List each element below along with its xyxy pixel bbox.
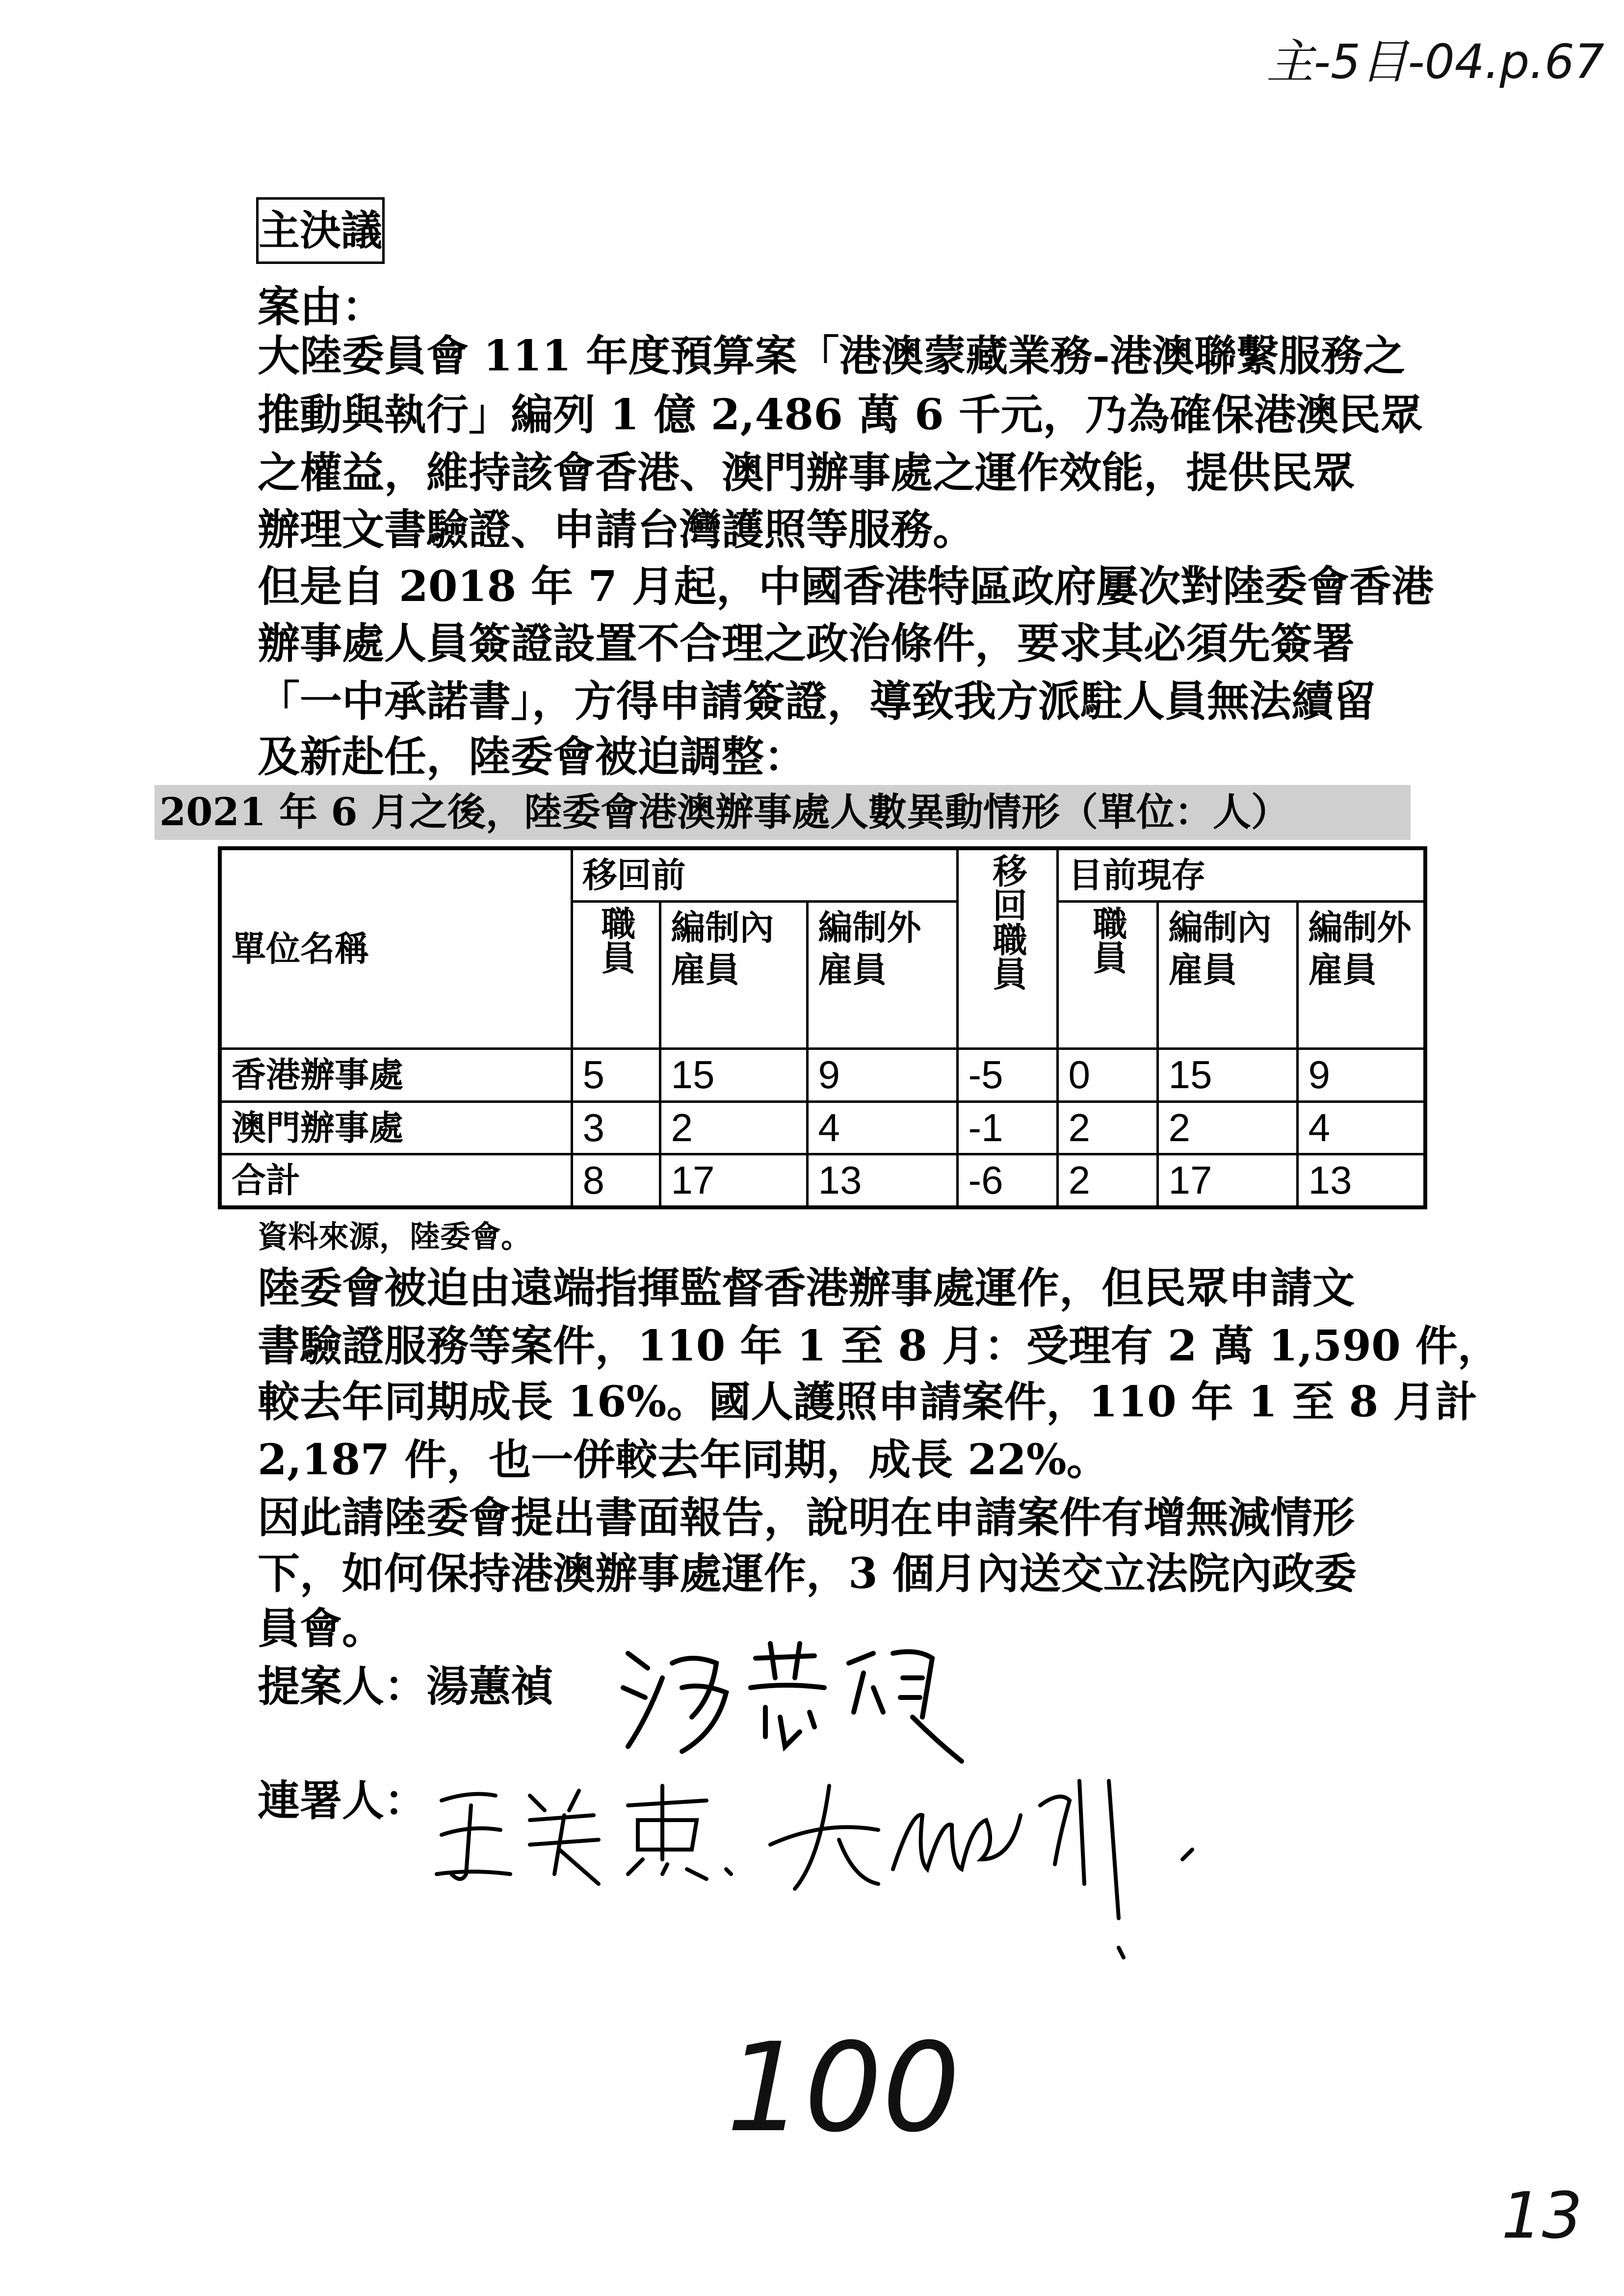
row-name: 香港辦事處	[220, 1049, 572, 1102]
text-line: 因此請陸委會提出書面報告，說明在申請案件有增無減情形	[258, 1493, 1355, 1542]
cell: -1	[957, 1102, 1057, 1154]
signature-proposer	[618, 1634, 981, 1771]
text-line: 陸委會被迫由遠端指揮監督香港辦事處運作，但民眾申請文	[258, 1263, 1355, 1313]
header-in-quota: 編制內雇員	[660, 902, 807, 1049]
header-staff: 職員	[572, 902, 660, 1049]
signature-cosigner-1	[432, 1776, 746, 1894]
text-line: 推動與執行」編列 1 億 2,486 萬 6 千元，乃為確保港澳民眾	[258, 390, 1423, 440]
header-moved: 移回職員	[957, 848, 1057, 1049]
text-line: 較去年同期成長 16%。國人護照申請案件，110 年 1 至 8 月計	[258, 1377, 1478, 1427]
text-line: 2,187 件，也一併較去年同期，成長 22%。	[258, 1435, 1109, 1485]
text-line: 大陸委員會 111 年度預算案「港澳蒙藏業務-港澳聯繫服務之	[258, 331, 1406, 381]
header-out-quota: 編制外雇員	[807, 902, 957, 1049]
handwritten-reference: 主-5目-04.p.67	[1266, 34, 1604, 89]
text-line: 辦事處人員簽證設置不合理之政治條件，要求其必須先簽署	[258, 619, 1355, 668]
table-title: 2021 年 6 月之後，陸委會港澳辦事處人數異動情形（單位：人）	[155, 785, 1411, 840]
cell: 4	[807, 1102, 957, 1154]
cell: 9	[807, 1049, 957, 1102]
text-line: 「一中承諾書」，方得申請簽證，導致我方派駐人員無法續留	[258, 677, 1376, 726]
cell: 15	[660, 1049, 807, 1102]
cell: 9	[1297, 1049, 1425, 1102]
text-line: 員會。	[258, 1604, 384, 1653]
cell: 2	[1057, 1154, 1157, 1208]
table-row	[220, 1102, 1425, 1154]
handwritten-number: 100	[726, 2016, 961, 2159]
text-line: 案由：	[258, 282, 384, 332]
resolution-label: 主決議	[256, 197, 385, 264]
header-unit: 單位名稱	[220, 848, 572, 1049]
row-name: 合計	[220, 1154, 572, 1208]
text-line: 書驗證服務等案件，110 年 1 至 8 月：受理有 2 萬 1,590 件，	[258, 1321, 1500, 1371]
text-line: 辦理文書驗證、申請台灣護照等服務。	[258, 505, 975, 554]
proposer-label: 提案人：湯蕙禎	[258, 1662, 553, 1711]
cell: 5	[572, 1049, 660, 1102]
cell: 8	[572, 1154, 660, 1208]
cell: 13	[807, 1154, 957, 1208]
row-name: 澳門辦事處	[220, 1102, 572, 1154]
table-row	[220, 1049, 1425, 1102]
cosigner-label: 連署人：	[258, 1776, 426, 1826]
cell: 2	[1157, 1102, 1297, 1154]
cell: 4	[1297, 1102, 1425, 1154]
cell: -6	[957, 1154, 1057, 1208]
cell: 17	[660, 1154, 807, 1208]
cell: 3	[572, 1102, 660, 1154]
header-staff: 職員	[1057, 902, 1157, 1049]
table-row	[220, 1154, 1425, 1208]
cell: -5	[957, 1049, 1057, 1102]
header-out-quota: 編制外雇員	[1297, 902, 1425, 1049]
cell: 17	[1157, 1154, 1297, 1208]
text-line: 下，如何保持港澳辦事處運作，3 個月內送交立法院內政委	[258, 1549, 1357, 1598]
header-in-quota: 編制內雇員	[1157, 902, 1297, 1049]
signature-cosigner-2	[765, 1761, 1207, 1972]
cell: 13	[1297, 1154, 1425, 1208]
cell: 15	[1157, 1049, 1297, 1102]
page-number: 13	[1501, 2178, 1583, 2253]
header-before: 移回前	[572, 848, 957, 902]
cell: 2	[1057, 1102, 1157, 1154]
text-line: 之權益，維持該會香港、澳門辦事處之運作效能，提供民眾	[258, 448, 1355, 497]
cell: 2	[660, 1102, 807, 1154]
table-source: 資料來源，陸委會。	[258, 1219, 532, 1254]
text-line: 及新赴任，陸委會被迫調整：	[258, 732, 806, 782]
staff-change-table	[218, 846, 1427, 1209]
header-current: 目前現存	[1057, 848, 1425, 902]
cell: 0	[1057, 1049, 1157, 1102]
text-line: 但是自 2018 年 7 月起，中國香港特區政府屢次對陸委會香港	[258, 562, 1434, 611]
